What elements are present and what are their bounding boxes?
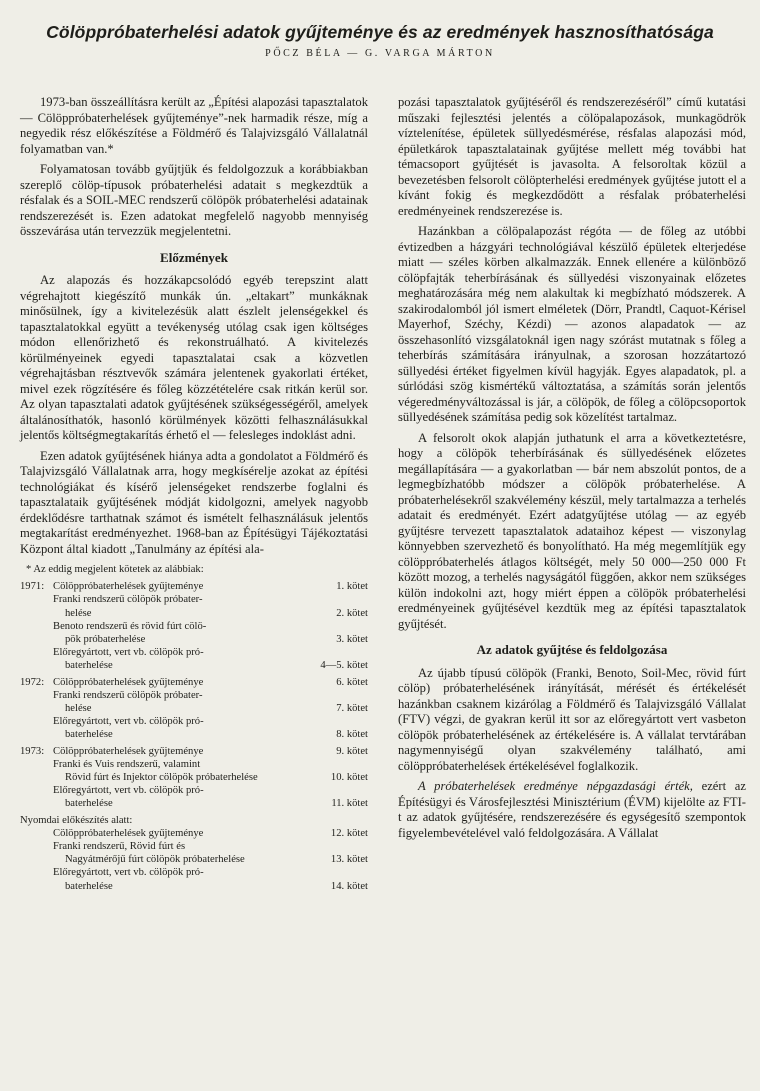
footnote-entry-title: Cölöppróbaterhelések gyűjteménye (53, 827, 204, 839)
paragraph-ongoing: Folyamatosan tovább gyűjtjük és feldolgozzuk a korábbiakban szereplő cölöp-típusok próbaterhelési adatait s megkezdtük a résfalak és a SOIL-MEC rendszerű cölöpök próbaterhelési adatainak rendszerezését is. Ezen adatokat megfelelő nagyobb mennyiség összevárása után tervezzük megjelentetni. (20, 162, 368, 238)
footnote-entry (20, 715, 368, 741)
footnote-entry-title: Előregyártott, vert vb. cölöpök pró- (53, 647, 204, 659)
footnote-entry (20, 593, 368, 619)
footnote-pending-label: Nyomdai előkészítés alatt: (20, 814, 133, 826)
footnote-entry-title: Előregyártott, vert vb. cölöpök pró- (53, 867, 204, 879)
footnote-volume: 3. kötet (336, 634, 368, 646)
footnote-entry (20, 827, 368, 840)
footnote-group-1973 (20, 745, 368, 811)
footnote-group-1972 (20, 676, 368, 742)
footnote-entry (20, 689, 368, 715)
footnote-entry-title-cont: helése (65, 607, 92, 619)
footnote-entry-title: Franki és Vuis rendszerű, valamint (53, 758, 201, 770)
paragraph-background-2: Ezen adatok gyűjtésének hiánya adta a gondolatot a Földmérő és Talajvizsgáló Vállalatnak arra, hogy megkísérelje azokat az építési technológiákat és kísérő jelenségeket rendszerbe foglalni és tapasztalataik gyűjtésének módját kidolgozni, amelyek nagyobb érdeklődésre tarthatnak számot és ismételt felhasználásuk jelentős megtakarítást eredményezhet. 1968-ban az Építésügyi Tájékoztatási Központ által kiadott „Tanulmány az építési ala- (20, 448, 368, 556)
footnote-entry (20, 745, 368, 758)
article-authors: PŐCZ BÉLA — G. VARGA MÁRTON (265, 48, 495, 59)
footnote-volume: 1. kötet (336, 581, 368, 593)
footnote-year: 1971: (20, 581, 45, 593)
footnote-volume: 13. kötet (330, 854, 368, 866)
footnote-volume: 12. kötet (330, 827, 368, 839)
emphasis-text: A próbaterhelések eredménye népgazdasági érték, (418, 779, 693, 793)
right-column (398, 95, 746, 846)
footnote-entry-title: Előregyártott, vert vb. cölöpök pró- (53, 785, 204, 797)
footnote-volume: 8. kötet (336, 729, 368, 741)
footnote-entry-title: Cölöppróbaterhelések gyűjteménye (53, 745, 204, 757)
footnote-entry-title-cont: pök próbaterhelése (65, 634, 146, 646)
footnote-entry-title-cont: Nagyátmérőjű fúrt cölöpök próbaterhelése (65, 854, 245, 866)
footnote-year: 1973: (20, 745, 45, 757)
footnote-entry-title: Cölöppróbaterhelések gyűjteménye (53, 581, 204, 593)
footnote-volume: 10. kötet (330, 772, 368, 784)
footnote-entry-title: Franki rendszerű cölöpök próbater- (53, 594, 203, 606)
footnote-intro: * Az eddig megjelent kötetek az alábbiak: (26, 564, 204, 575)
footnote-entry (20, 784, 368, 810)
footnote-entry-title: Franki rendszerű, Rövid fúrt és (53, 841, 186, 853)
paragraph-report: pozási tapasztalatok gyűjtéséről és rendszerezéséről” című kutatási műszaki fejlesztési jelentés a cölöpalapozások, munkagödrök víztelenítése, épületek süllyedésmérése, résfalas alapozási mód, épületkárok tapasztalatainak gyűjtése mellett még további hat témacsoport gyűjtését is javasolta. A felsoroltak közül a bevezetésben felsorolt cölöpterhelési eredmények gyűjtése jutott el a kívánt fokig és megkezdődött a résfalak próbaterhelési eredményeinek rendszerezése is. (398, 95, 746, 218)
paragraph-background-1: Az alapozás és hozzákapcsolódó egyéb terepszint alatt végrehajtott kiegészítő munkák ún. „eltakart” munkáknak minősülnek, így a kivitelezésük alatt észlelt jelenségekkel és tapasztalatokkal együtt a tevékenység utólag csak igen költséges módon ellenőrizhető és rekonstruálható. A kivitelezés körülményeinek egyedi tapasztalatai csak a közvetlen végrehajtásban résztvevők számára jelentenek gyakorlati értéket, mivel ezek rögzítésére és főleg közzétételére csak ritkán kerül sor. Az olyan tapasztalati adatok gyűjtésének szükségességéről, amelyek általánosíthatók, hasonló körülmények közötti felhasználásukkal jelentős költségmegtakarítás érhető el — felesleges indoklást adni. (20, 273, 368, 442)
footnote-group-1971 (20, 580, 368, 672)
footnote-volume: 7. kötet (336, 703, 368, 715)
footnote-entry-title: Előregyártott, vert vb. cölöpök pró- (53, 716, 204, 728)
left-column (20, 95, 368, 893)
footnote-entry-title-cont: baterhelése (65, 798, 113, 810)
footnote-group-pending (20, 814, 368, 893)
footnote-entry-title: Franki rendszerű cölöpök próbater- (53, 689, 203, 701)
footnote-entry-title-cont: helése (65, 703, 92, 715)
footnote-entry-title-cont: baterhelése (65, 880, 113, 892)
paragraph-load-testing: A felsorolt okok alapján juthatunk el arra a következtetésre, hogy a cölöpök teherbírásának és süllyedésének előzetes megállapítására — a gyakorlatban — bár nem abszolút pontos, de a legmegbízhatóbb módszer a cölöpök próbaterhelése. A próbaterhelésekről szakvélemény készül, mely tartalmazza a terhelés adatait és eredményét. Ezért adatgyűjtése utólag — az egyéb gyűjtésre tervezett tapasztalatok adataihoz képest — viszonylag könnyebben szervezhető és bonyolítható. Ha még megemlítjük egy cölöppróbaterhelés átlagos költségét, mely 50 000—250 000 Ft között mozog, a terhelés nagyságától függően, akkor nem szükséges külön indokolni azt, hogy miért éppen a cölöpök próbaterhelési eredményeinek gyűjtésével kezdtük meg az építési tapasztalatok gyűjtését. (398, 430, 746, 631)
section-heading-data-collection: Az adatok gyűjtése és feldolgozása (476, 642, 668, 657)
footnote-entry (20, 646, 368, 672)
paragraph-collection-2 (398, 779, 746, 841)
article-title: Cölöppróbaterhelési adatok gyűjteménye és az eredmények hasznosíthatósága (46, 22, 714, 42)
footnote-entry (20, 580, 368, 593)
footnote-entry (20, 758, 368, 784)
footnote-volume: 11. kötet (331, 798, 368, 810)
footnote-year: 1972: (20, 676, 45, 688)
footnote-entry-title: Benoto rendszerű és rövid fúrt cölö- (53, 620, 207, 632)
paragraph-intro: 1973-ban összeállításra került az „Építési alapozási tapasztalatok — Cölöppróbaterhelések gyűjteménye”-nek harmadik része, míg a negyedik rész előkészítése a Földmérő és Talajvizsgáló Vállalatnál folyamatban van.* (20, 95, 368, 156)
section-heading-background: Előzmények (160, 249, 228, 265)
paragraph-pile-foundations: Hazánkban a cölöpalapozást régóta — de főleg az utóbbi évtizedben a házgyári technológiával készülő épületek elterjedése miatt — széles körben alkalmazzák. Ennek ellenére a különböző cölöpfajták teherbírásának és süllyedési viszonyainak előzetes meghatározására még nem alakultak ki megbízható módszerek. A szakirodalomból jól ismert elméletek (Dörr, Prandtl, Caquot-Kérisel Mayerhof, Széchy, Kézdi) — azonos alapadatok — az összehasonlító vizsgálatoknál igen nagy szórást mutatnak s főleg a teherbírás számítására irányulnak, a szorosan hozzátartozó süllyedési értéket figyelmen kívül hagyják. Egyes alapadatok, pl. a súrlódási szög kismértékű változtatása, a számítás során jelentős végeredményváltozással is jár, a cölöpök, de főleg a cölöpcsoportok süllyedésének számítása pedig sok közelítést tartalmaz. (398, 224, 746, 424)
footnote-volume: 2. kötet (336, 607, 368, 619)
paragraph-text: ezért az Építésügyi és Városfejlesztési Minisztérium (ÉVM) kijelölte az FTI-t az adatok gyűjtésére, rendszerezésére és egységesítő szempontok figyelembevételével való feldolgozására. A Vállalat (398, 779, 746, 840)
footnote-volume: 6. kötet (336, 676, 368, 688)
footnote-volume: 9. kötet (336, 745, 368, 757)
footnote-entry-title-cont: baterhelése (65, 660, 113, 672)
footnote-entry (20, 840, 368, 866)
footnote-entry (20, 866, 368, 892)
footnote-entry (20, 676, 368, 689)
footnote-volume: 4—5. kötet (320, 660, 368, 672)
footnote-entry-title-cont: baterhelése (65, 729, 113, 741)
footnote-entry-title: Cölöppróbaterhelések gyűjteménye (53, 676, 204, 688)
paragraph-collection-1: Az újabb típusú cölöpök (Franki, Benoto, Soil-Mec, rövid fúrt cölöp) próbaterhelésének irányítását, mérését és értékelését hazánkban csaknem kizárólag a Földmérő és Talajvizsgáló Vállalat (FTV) végzi, de gyakran kerül itt sor az előregyártott vert vasbeton cölöpök próbaterhelésének az értékelésére is. A vállalat tervtárában nagymennyiségű olyan szakvélemény található, ami cölöppróbaterhelések értékelésével foglalkozik. (398, 665, 746, 773)
footnote-entry-title-cont: Rövid fúrt és Injektor cölöpök próbaterhelése (65, 772, 258, 784)
footnote-entry (20, 620, 368, 646)
footnote-volume: 14. kötet (330, 880, 368, 892)
footnote-volumes (20, 563, 368, 893)
